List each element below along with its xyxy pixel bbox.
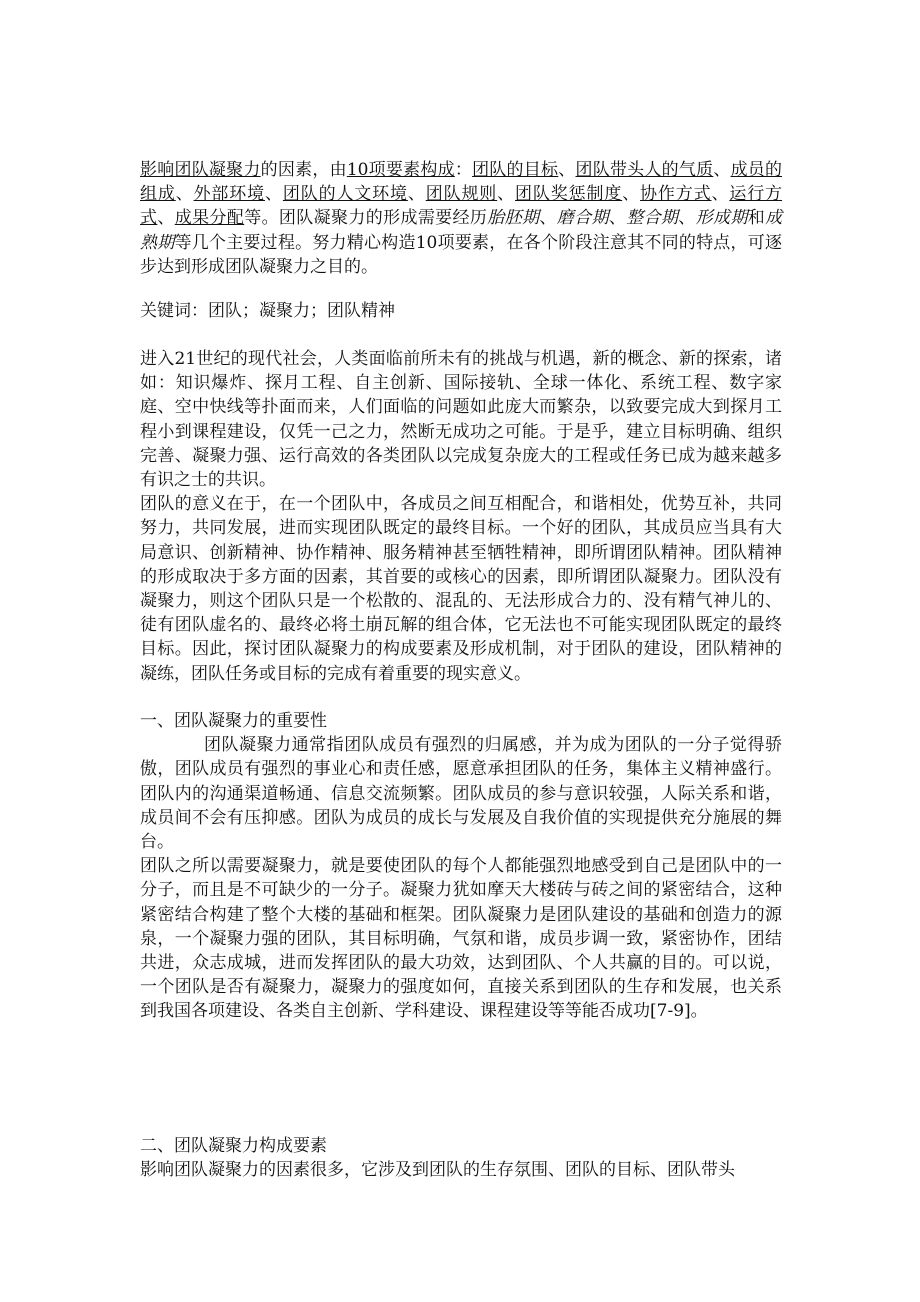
stage-term: 整合期 <box>626 208 679 229</box>
section-1-paragraph-2: 团队之所以需要凝聚力，就是要使团队的每个人都能强烈地感受到自己是团队中的一分子，而且是不可缺少的一分子。凝聚力犹如摩天大楼砖与砖之间的紧密结合，这种紧密结合构建了整个大楼的基础和框架。团队凝聚力是团队建设的基础和创造力的源泉，一个凝聚力强的团队，其目标明确，气氛和谐，成员步调一致，紧密协作，团结共进，众志成城，进而发挥团队的最大功效，达到团队、个人共赢的目的。可以说，一个团队是否有凝聚力，凝聚力的强度如何，直接关系到团队的生存和发展，也关系到我国各项建设、各类自主创新、学科建设、课程建设等等能否成功[7-9]。 <box>140 856 782 1022</box>
abstract-term: 团队规则 <box>425 184 498 205</box>
abstract-term: 成果分配 <box>174 208 245 229</box>
intro-paragraph-1: 进入21世纪的现代社会，人类面临前所未有的挑战与机遇，新的概念、新的探索，诸如：知识爆炸、探月工程、自主创新、国际接轨、全球一体化、系统工程、数字家庭、空中快线等扑面而来，人们面临的问题如此庞大而繁杂，以致要完成大到探月工程小到课程建设，仅凭一己之力，然断无成功之可能。于是乎，建立目标明确、组织完善、凝聚力强、运行高效的各类团队以完成复杂庞大的工程或任务已成为越来越多有识之士的共识。 <box>140 349 782 491</box>
abstract-term: 成员的组成 <box>140 160 783 205</box>
abstract-paragraph: 影响团队凝聚力的因素，由10项要素构成：团队的目标、团队带头人的气质、成员的组成、外部环境、团队的人文环境、团队规则、团队奖惩制度、协作方式、运行方式、成果分配等。团队凝聚力的形成需要经历胎胚期、磨合期、整合期、形成期和成熟期等几个主要过程。努力精心构造10项要素，在各个阶段注意其不同的特点，可逐步达到形成团队凝聚力之目的。 <box>140 160 783 277</box>
abstract-term: 团队的人文环境 <box>282 184 408 205</box>
keywords: 关键词：团队；凝聚力；团队精神 <box>140 301 395 321</box>
abstract-term: 运行方式 <box>140 184 783 229</box>
section-1-heading: 一、团队凝聚力的重要性 <box>140 711 327 731</box>
abstract-term: 影响团队凝聚力 <box>140 160 261 180</box>
abstract-term: 10项要素构成 <box>346 160 455 180</box>
abstract-term: 团队带头人的气质 <box>575 160 714 180</box>
abstract-term: 外部环境 <box>193 184 266 205</box>
section-1 <box>140 709 782 1024</box>
section-1-paragraph-1: 团队凝聚力通常指团队成员有强烈的归属感，并为成为团队的一分子觉得骄傲，团队成员有强烈的事业心和责任感，愿意承担团队的任务，集体主义精神盛行。团队内的沟通渠道畅通、信息交流频繁。团队成员的参与意识较强，人际关系和谐，成员间不会有压抑感。团队为成员的成长与发展及自我价值的实现提供充分施展的舞台。 <box>140 735 782 853</box>
abstract-term: 协作方式 <box>640 184 712 205</box>
intro-paragraph-2: 团队的意义在于，在一个团队中，各成员之间互相配合，和谐相处，优势互补，共同努力，共同发展，进而实现团队既定的最终目标。一个好的团队，其成员应当具有大局意识、创新精神、协作精神、服务精神甚至牺牲精神，即所谓团队精神。团队精神的形成取决于多方面的因素，其首要的或核心的因素，即所谓团队凝聚力。团队没有凝聚力，则这个团队只是一个松散的、混乱的、无法形成合力的、没有精气神儿的、徒有团队虚名的、最终必将土崩瓦解的组合体，它无法也不可能实现团队既定的最终目标。因此，探讨团队凝聚力的构成要素及形成机制，对于团队的建设，团队精神的凝练，团队任务或目标的完成有着重要的现实意义。 <box>140 494 782 684</box>
intro-section <box>140 347 782 686</box>
abstract-term: 团队的目标 <box>472 160 559 180</box>
section-2-paragraph-1: 影响团队凝聚力的因素很多，它涉及到团队的生存氛围、团队的目标、团队带头 <box>140 1160 735 1181</box>
stage-term: 磨合期 <box>556 208 609 229</box>
abstract-term: 团队奖惩制度 <box>515 184 623 205</box>
section-2-heading: 二、团队凝聚力构成要素 <box>140 1136 327 1156</box>
stage-term: 成熟期 <box>140 208 783 253</box>
section-2 <box>140 1134 782 1182</box>
stage-term: 形成期 <box>695 208 748 229</box>
stage-term: 胎胚期 <box>487 208 540 229</box>
